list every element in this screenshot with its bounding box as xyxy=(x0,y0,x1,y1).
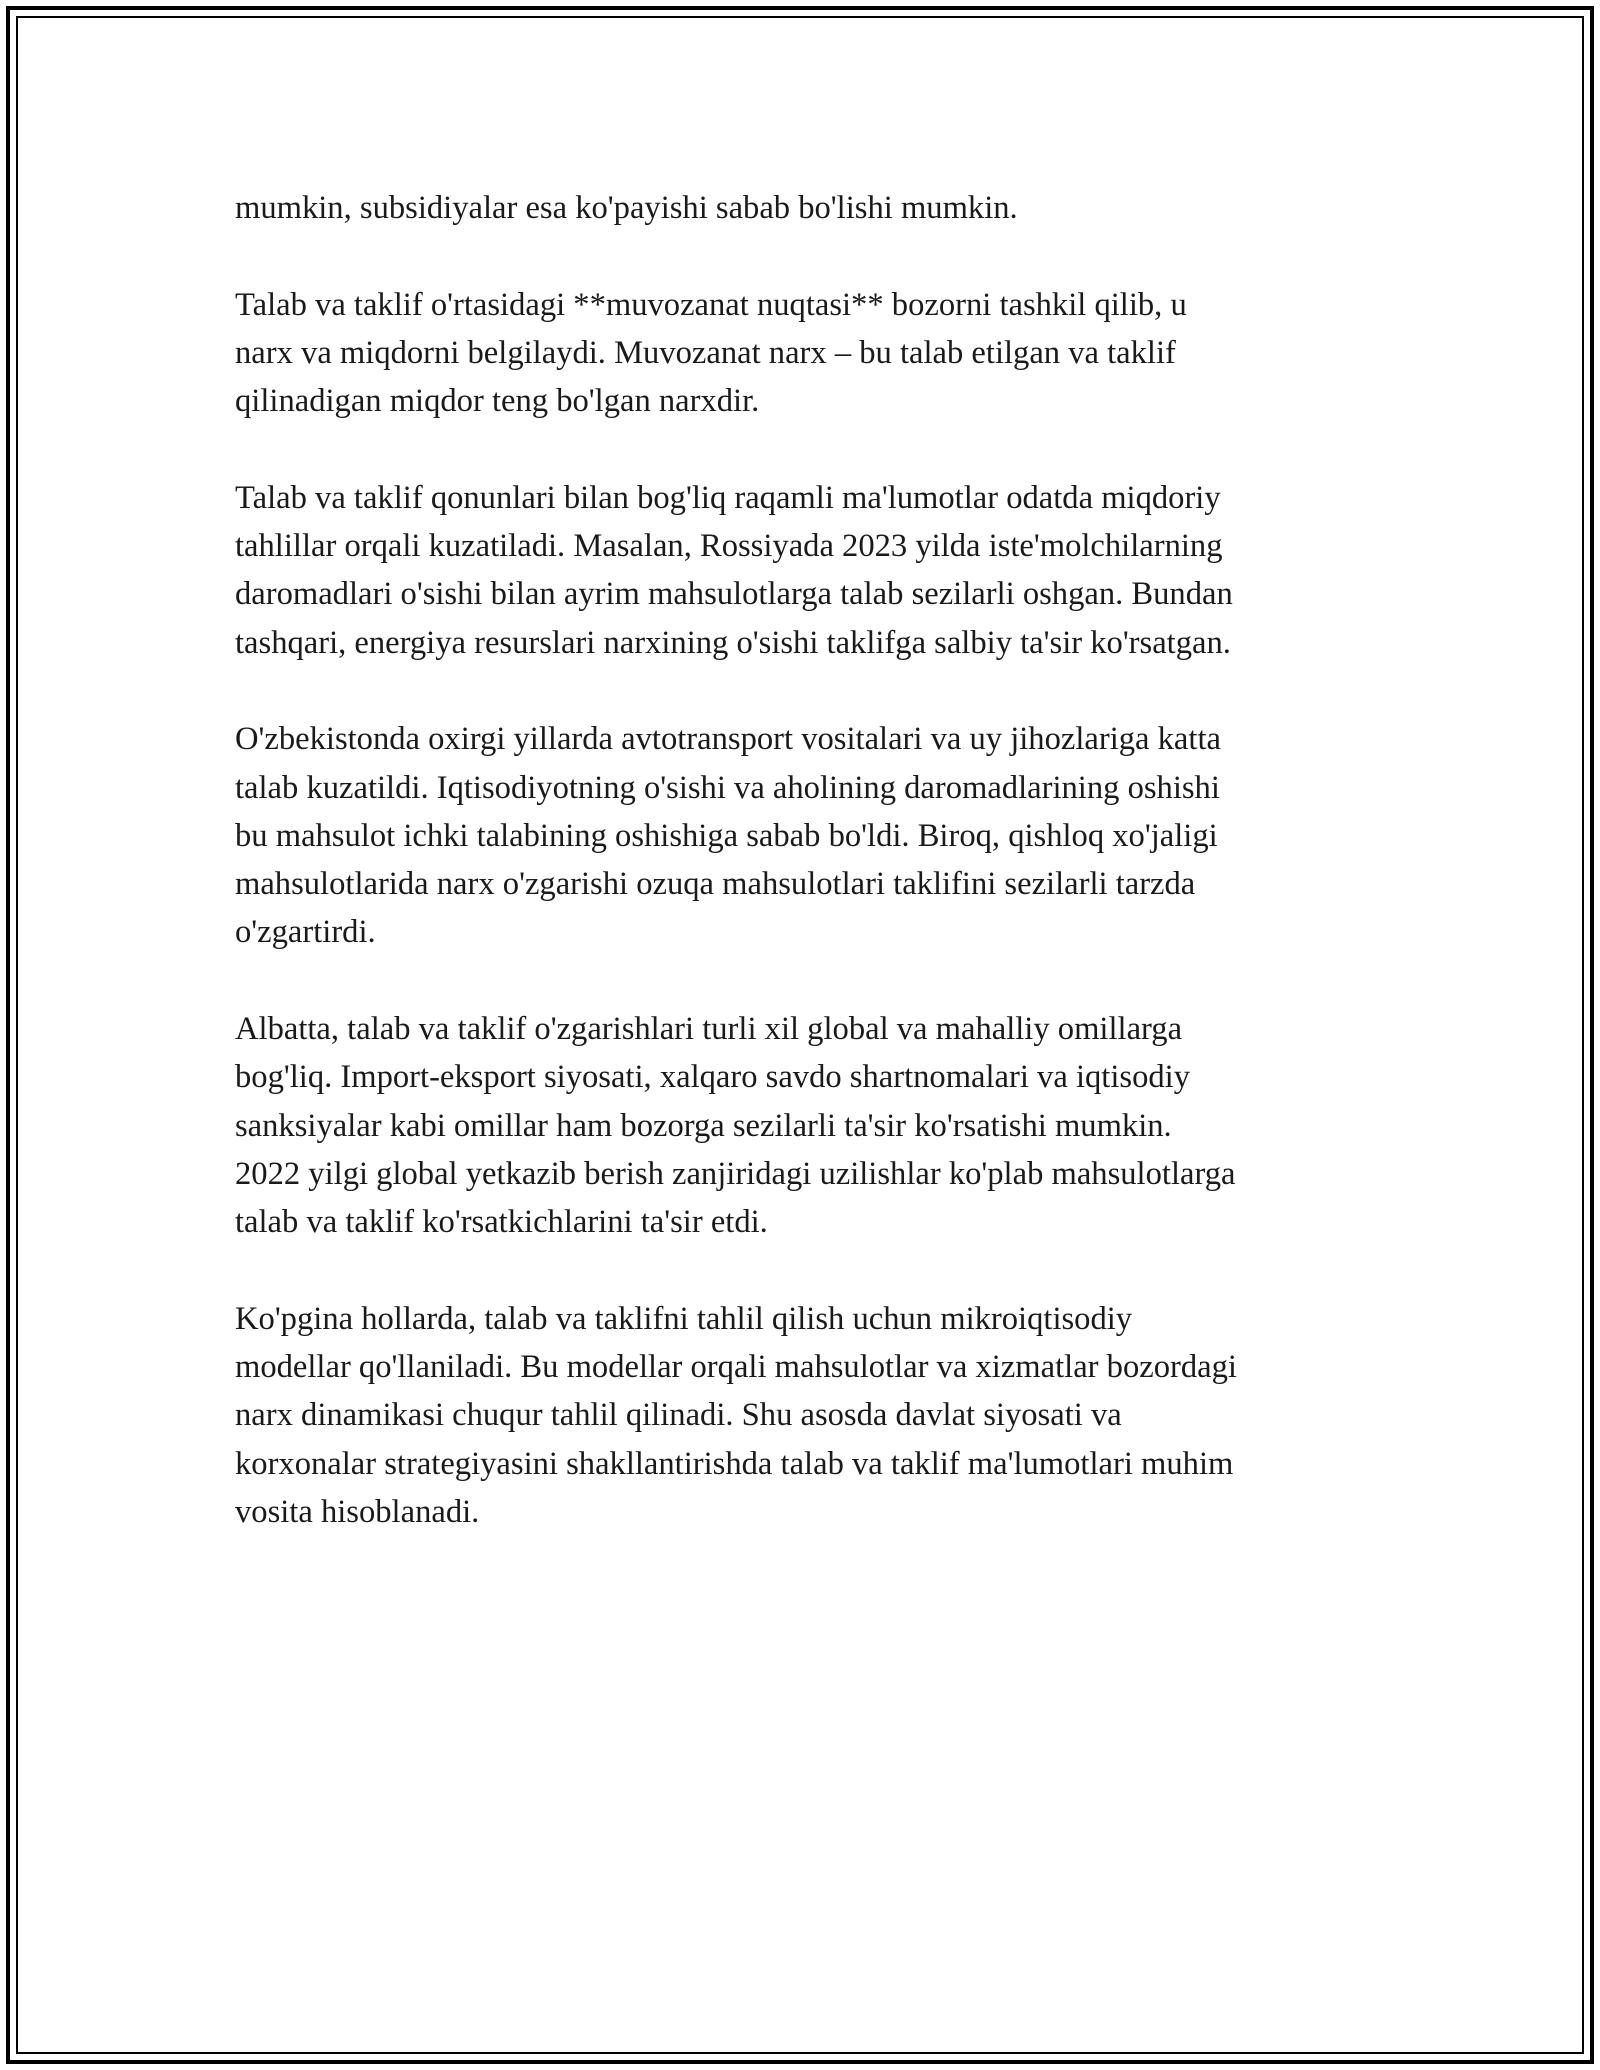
document-body xyxy=(235,184,1375,1585)
paragraph-6: Ko'pgina hollarda, talab va taklifni tahlil qilish uchun mikroiqtisodiy modellar qo'llaniladi. Bu modellar orqali mahsulotlar va xizmatlar bozordagi narx dinamikasi chuqur tahlil qilinadi. Shu asosda davlat siyosati va korxonalar strategiyasini shakllantirishda talab va taklif ma'lumotlari muhim vosita hisoblanadi. xyxy=(235,1300,1237,1531)
paragraph-1: mumkin, subsidiyalar esa ko'payishi sabab bo'lishi mumkin. xyxy=(235,190,1018,226)
paragraph-5: Albatta, talab va taklif o'zgarishlari turli xil global va mahalliy omillarga bog'liq. Import-eksport siyosati, xalqaro savdo shartnomalari va iqtisodiy sanksiyalar kabi omillar ham bozorga sezilarli ta'sir ko'rsatishi mumkin. 2022 yilgi global yetkazib berish zanjiridagi uzilishlar ko'plab mahsulotlarga talab va taklif ko'rsatkichlarini ta'sir etdi. xyxy=(235,1011,1236,1241)
paragraph-4: O'zbekistonda oxirgi yillarda avtotransport vositalari va uy jihozlariga katta talab kuzatildi. Iqtisodiyotning o'sishi va aholining daromadlarining oshishi bu mahsulot ichki talabining oshishiga sabab bo'ldi. Biroq, qishloq xo'jaligi mahsulotlarida narx o'zgarishi ozuqa mahsulotlari taklifini sezilarli tarzda o'zgartirdi. xyxy=(235,721,1221,951)
paragraph-2: Talab va taklif o'rtasidagi **muvozanat nuqtasi** bozorni tashkil qilib, u narx va miqdorni belgilaydi. Muvozanat narx – bu talab etilgan va taklif qilinadigan miqdor teng bo'lgan narxdir. xyxy=(235,286,1187,420)
paragraph-3: Talab va taklif qonunlari bilan bog'liq raqamli ma'lumotlar odatda miqdoriy tahlillar orqali kuzatiladi. Masalan, Rossiyada 2023 yilda iste'molchilarning daromadlari o'sishi bilan ayrim mahsulotlarga talab sezilarli oshgan. Bundan tashqari, energiya resurslari narxining o'sishi taklifga salbiy ta'sir ko'rsatgan. xyxy=(235,479,1233,661)
